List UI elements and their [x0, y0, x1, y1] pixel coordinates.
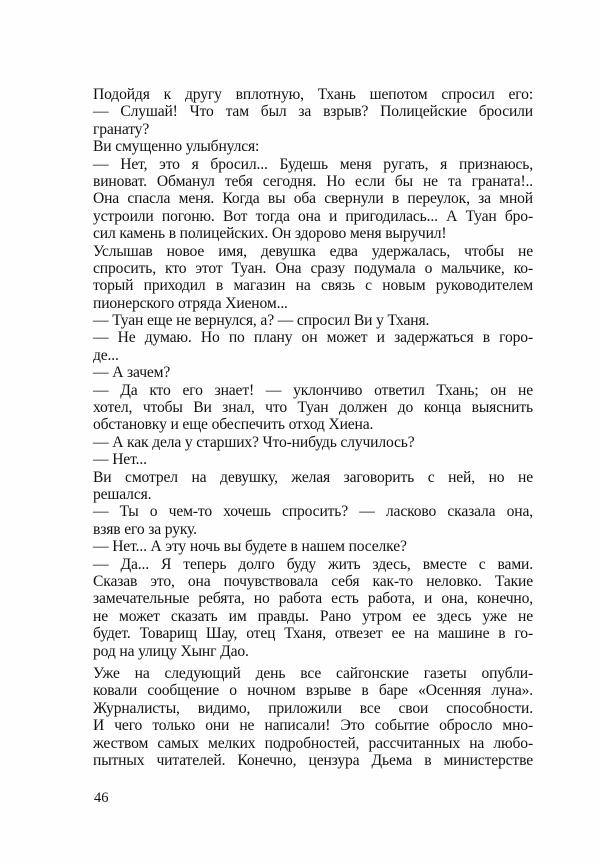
text-line: виноват. Обманул тебя сегодня. Но если бы не та граната!.. [93, 172, 533, 190]
text-line: Подойдя к другу вплотную, Тхань шепотом спросил его: [93, 86, 533, 103]
text-block-main [93, 86, 533, 660]
text-line: — Нет... А эту ночь вы будете в нашем поселке? [93, 538, 407, 556]
text-line: пытных читателей. Конечно, цензура Дьема в министерстве [93, 751, 533, 769]
text-line: жеством самых мелких подробностей, рассчитанных на любо- [93, 734, 533, 752]
text-line: Ви смущенно улыбнулся: [93, 138, 260, 156]
text-line: решался. [93, 485, 152, 503]
text-line: род на улицу Хынг Дао. [93, 642, 249, 660]
text-line: не может сказать им правды. Рано утром ее здесь уже не [93, 607, 533, 625]
text-line: — Да кто его знает! — уклончиво ответил Тхань; он не [93, 381, 533, 399]
text-line: хотел, чтобы Ви знал, что Туан должен до конца выяснить [93, 399, 533, 417]
text-line: — Нет... [93, 451, 147, 469]
page-number: 46 [94, 790, 109, 806]
text-line: будет. Товарищ Шау, отец Тханя, отвезет ее на машине в го- [93, 625, 533, 643]
text-line: взяв его за руку. [93, 520, 197, 538]
text-line: И чего только они не написали! Это событие обросло мно- [93, 717, 533, 735]
text-line: Уже на следующий день все сайгонские газеты опубли- [93, 665, 533, 682]
text-line: Она спасла меня. Когда вы оба свернули в переулок, за мной [93, 190, 533, 208]
text-line: — Ты о чем-то хочешь спросить? — ласково сказала она, [93, 503, 533, 521]
text-line: — Нет, это я бросил... Будешь меня ругать, я признаюсь, [93, 155, 533, 173]
text-line: сил камень в полицейских. Он здорово меня выручил! [93, 225, 447, 243]
text-line: обстановку и еще обеспечить отход Хиена. [93, 416, 374, 434]
text-block-second [93, 665, 533, 769]
text-line: Услышав новое имя, девушка едва удержалась, чтобы не [93, 242, 533, 260]
text-line: де... [93, 346, 119, 364]
text-line: — Слушай! Что там был за взрыв? Полицейские бросили [93, 103, 533, 121]
text-line: замечательные ребята, но работа есть работа, и она, конечно, [93, 590, 533, 608]
text-line: торый приходил в магазин на связь с новым руководителем [93, 277, 533, 295]
text-line: пионерского отряда Хиеном... [93, 294, 288, 312]
text-line: — Туан еще не вернулся, а? — спросил Ви у Тханя. [93, 312, 430, 330]
text-line: Сказав это, она почувствовала себя как-то неловко. Такие [93, 572, 533, 590]
text-line: — А зачем? [93, 364, 171, 382]
text-line: Журналисты, видимо, приложили все свои способности. [93, 699, 533, 717]
text-line: гранату? [93, 120, 150, 138]
text-line: спросить, кто этот Туан. Она сразу подумала о мальчике, ко- [93, 259, 533, 277]
text-line: — А как дела у старших? Что-нибудь случилось? [93, 433, 415, 451]
text-line: — Не думаю. Но по плану он может и задержаться в горо- [93, 329, 533, 347]
text-line: Ви смотрел на девушку, желая заговорить с ней, но не [93, 468, 533, 486]
text-line: устроили погоню. Вот тогда она и пригодилась... А Туан бро- [93, 207, 533, 225]
text-line: — Да... Я теперь долго буду жить здесь, вместе с вами. [93, 555, 533, 573]
text-line: ковали сообщение о ночном взрыве в баре «Осенняя луна». [93, 682, 533, 700]
